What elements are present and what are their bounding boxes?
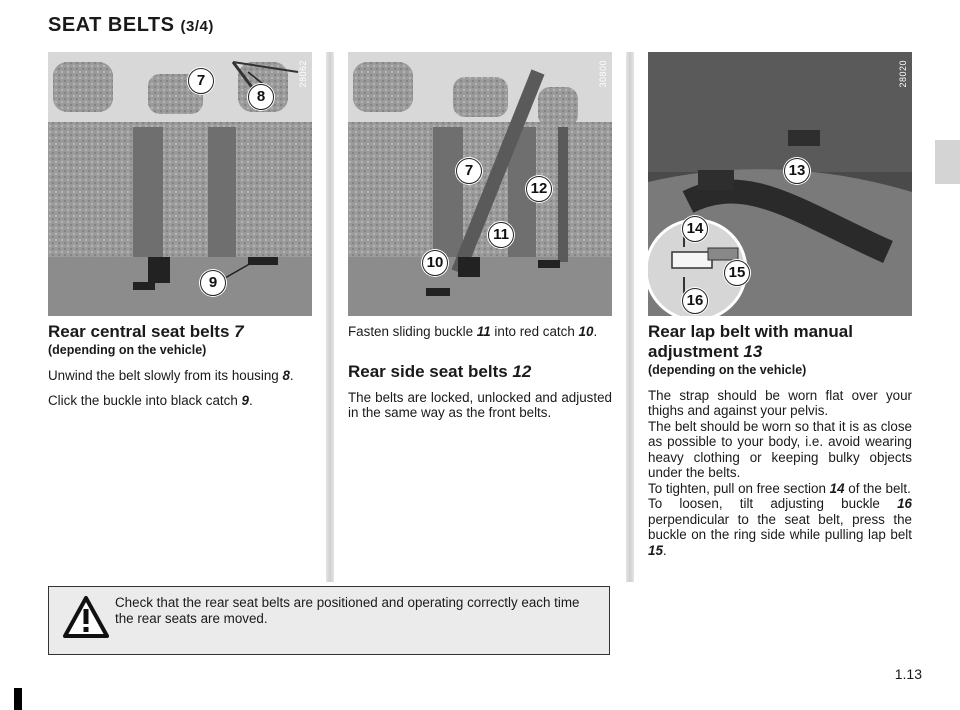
callout-8: 8 [248,84,274,110]
photo-rear-central-belt [48,52,312,316]
photo-rear-side-belts [348,52,612,316]
callout-15: 15 [724,260,750,286]
callout-13: 13 [784,158,810,184]
heading-text: Rear side seat belts [348,361,513,381]
heading-ref: 13 [743,342,763,361]
callout-7: 7 [456,158,482,184]
warning-text: Check that the rear seat belts are positioned and operating correctly each time the rear seats are moved. [115,595,580,626]
paragraph: To tighten, pull on free section 14 of the belt. [648,480,911,496]
dependency-note: (depending on the vehicle) [48,343,207,357]
column-rear-central [48,322,312,419]
paragraph: Click the buckle into black catch 9. [48,393,253,408]
title-main: SEAT BELTS [48,14,175,36]
callout-14: 14 [682,216,708,242]
dependency-note: (depending on the vehicle) [648,363,807,377]
section-heading [648,322,912,362]
paragraph: The belts are locked, unlocked and adjusted in the same way as the front belts. [348,389,612,420]
callout-16: 16 [682,288,708,314]
paragraph: Unwind the belt slowly from its housing 8. [48,367,294,383]
paragraph: To loosen, tilt adjusting buckle 16 perpendicular to the seat belt, press the buckle on the ring side while pulling lap belt 15. [648,496,912,558]
heading-ref: 7 [234,322,244,341]
warning-triangle-icon [63,595,109,644]
callout-11: 11 [488,222,514,248]
page-title [48,14,214,37]
column-divider [326,52,334,582]
section-heading [48,322,312,342]
photo-code: 28062 [298,60,308,88]
seat-illustration [348,52,612,316]
heading-text: Rear central seat belts [48,322,235,341]
corner-mark [14,688,22,710]
photo-code: 30800 [598,60,608,88]
callout-10: 10 [422,250,448,276]
column-rear-side [348,324,612,431]
photo-rear-lap-belt [648,52,912,316]
section-tab [935,140,960,184]
column-rear-lap-belt [648,322,912,558]
page-number: 1.13 [894,666,922,682]
warning-box [48,586,610,655]
paragraph: The belt should be worn so that it is as close as possible to your body, i.e. avoid wearing heavy clothing or keeping bulky objects under the belts. [648,418,912,480]
seat-illustration [648,52,912,316]
title-part: (3/4) [180,18,214,35]
paragraph: The strap should be worn flat over your thighs and against your pelvis. [648,387,912,418]
heading-ref: 12 [512,361,532,381]
callout-9: 9 [200,270,226,296]
callout-7: 7 [188,68,214,94]
heading-text: Rear lap belt with manual adjustment [648,322,853,361]
paragraph: Fasten sliding buckle 11 into red catch 10. [348,324,598,339]
callout-12: 12 [526,176,552,202]
section-heading [348,362,612,382]
photo-code: 28020 [898,60,908,88]
column-divider [626,52,634,582]
